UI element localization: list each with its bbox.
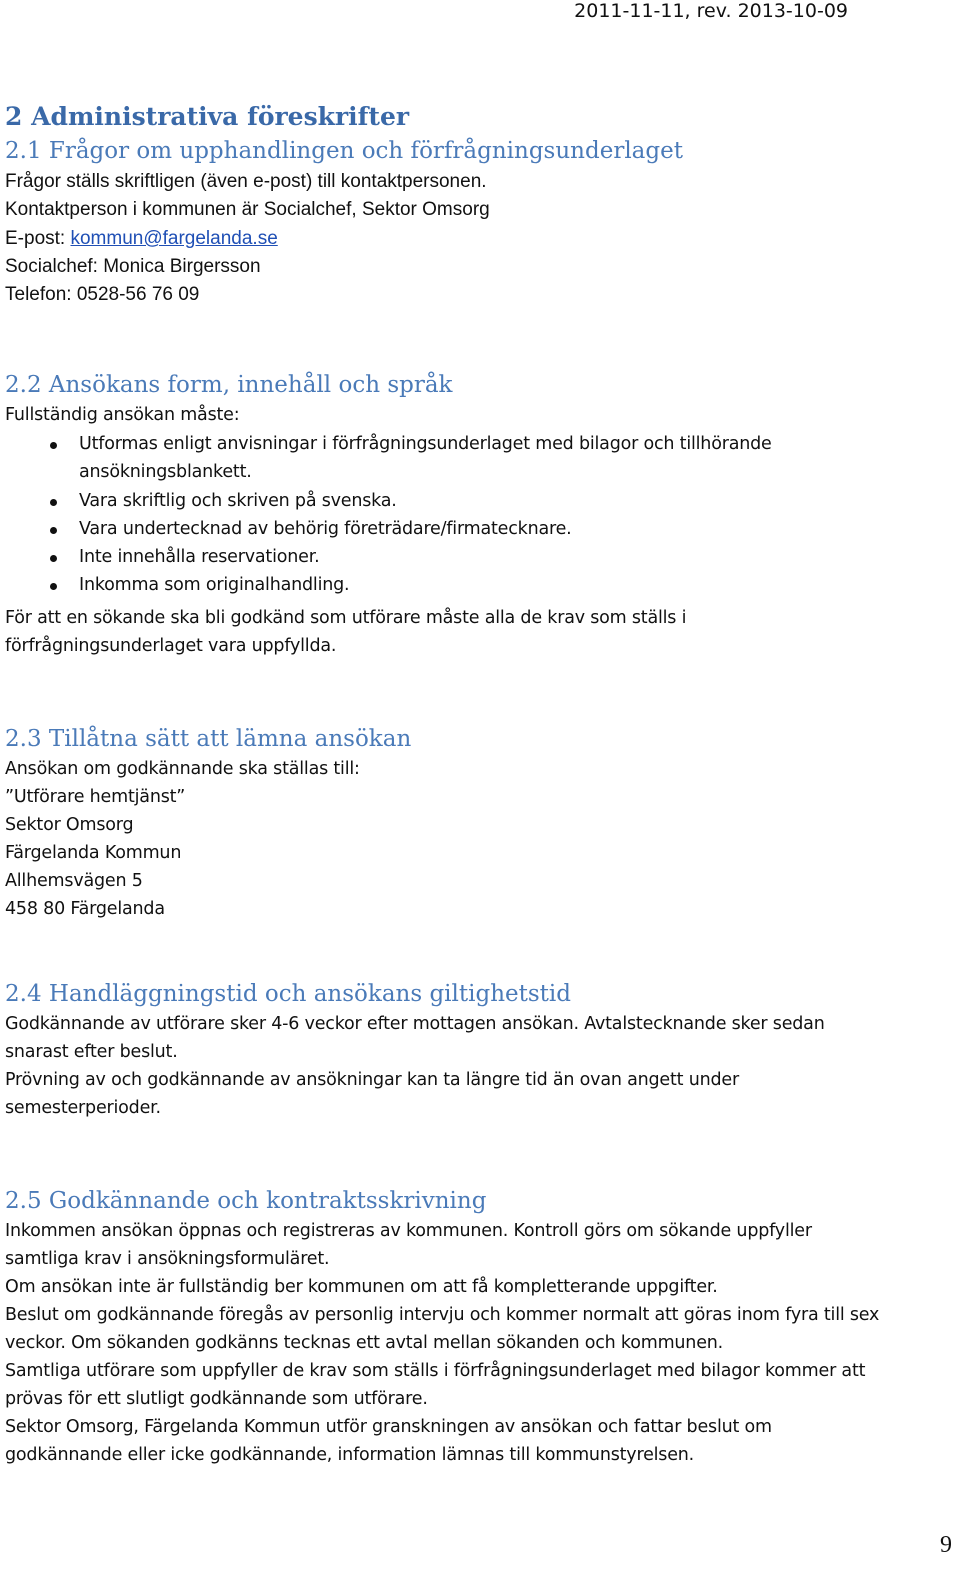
email-label: E-post: bbox=[5, 228, 71, 249]
text-line: Socialchef: Monica Birgersson bbox=[5, 256, 261, 277]
section-2-5-heading: 2.5 Godkännande och kontraktsskrivning bbox=[5, 1188, 487, 1214]
text-line: Beslut om godkännande föregås av personlig intervju och kommer normalt att göras inom fyra till sex bbox=[5, 1305, 880, 1325]
text-line: Prövning av och godkännande av ansökningar kan ta längre tid än ovan angett under bbox=[5, 1070, 739, 1090]
text-line: Samtliga utförare som uppfyller de krav som ställs i förfrågningsunderlaget med bilagor kommer att bbox=[5, 1361, 866, 1381]
text-line: Sektor Omsorg bbox=[5, 815, 134, 835]
section-2-2-heading: 2.2 Ansökans form, innehåll och språk bbox=[5, 372, 453, 398]
text-line: Ansökan om godkännande ska ställas till: bbox=[5, 759, 360, 779]
revision-date: 2011-11-11, rev. 2013-10-09 bbox=[574, 0, 848, 22]
list-item-continuation: ansökningsblankett. bbox=[79, 462, 252, 482]
bullet-icon bbox=[50, 442, 57, 449]
text-line: Inkommen ansökan öppnas och registreras av kommunen. Kontroll görs om sökande uppfyller bbox=[5, 1221, 812, 1241]
text-line: veckor. Om sökanden godkänns tecknas ett avtal mellan sökanden och kommunen. bbox=[5, 1333, 724, 1353]
bullet-icon bbox=[50, 583, 57, 590]
text-line: 458 80 Färgelanda bbox=[5, 899, 165, 919]
text-line: semesterperioder. bbox=[5, 1098, 161, 1118]
list-item: Vara skriftlig och skriven på svenska. bbox=[79, 491, 397, 511]
text-line: prövas för ett slutligt godkännande som utförare. bbox=[5, 1389, 428, 1409]
text-line: Kontaktperson i kommunen är Socialchef, Sektor Omsorg bbox=[5, 199, 490, 220]
text-line: Färgelanda Kommun bbox=[5, 843, 182, 863]
text-line: Om ansökan inte är fullständig ber kommunen om att få kompletterande uppgifter. bbox=[5, 1277, 718, 1297]
section-2-heading: 2 Administrativa föreskrifter bbox=[5, 102, 410, 131]
list-item: Inte innehålla reservationer. bbox=[79, 547, 320, 567]
text-line: förfrågningsunderlaget vara uppfyllda. bbox=[5, 636, 337, 656]
email-link[interactable]: kommun@fargelanda.se bbox=[70, 228, 278, 249]
list-item: Utformas enligt anvisningar i förfrågningsunderlaget med bilagor och tillhörande bbox=[79, 434, 772, 454]
text-line: Godkännande av utförare sker 4-6 veckor efter mottagen ansökan. Avtalstecknande sker sedan bbox=[5, 1014, 825, 1034]
section-2-4-heading: 2.4 Handläggningstid och ansökans giltighetstid bbox=[5, 981, 572, 1007]
bullet-icon bbox=[50, 499, 57, 506]
bullet-icon bbox=[50, 555, 57, 562]
text-line: ”Utförare hemtjänst” bbox=[5, 787, 186, 807]
text-line: Sektor Omsorg, Färgelanda Kommun utför granskningen av ansökan och fattar beslut om bbox=[5, 1417, 772, 1437]
list-item: Inkomma som originalhandling. bbox=[79, 575, 350, 595]
page-number: 9 bbox=[940, 1532, 952, 1558]
section-2-3-heading: 2.3 Tillåtna sätt att lämna ansökan bbox=[5, 726, 412, 752]
text-line: För att en sökande ska bli godkänd som utförare måste alla de krav som ställs i bbox=[5, 608, 687, 628]
list-item: Vara undertecknad av behörig företrädare/firmatecknare. bbox=[79, 519, 572, 539]
text-line: samtliga krav i ansökningsformuläret. bbox=[5, 1249, 330, 1269]
email-line bbox=[5, 228, 278, 250]
bullet-icon bbox=[50, 527, 57, 534]
text-line: snarast efter beslut. bbox=[5, 1042, 178, 1062]
section-2-1-heading: 2.1 Frågor om upphandlingen och förfrågningsunderlaget bbox=[5, 138, 683, 164]
text-line: Frågor ställs skriftligen (även e-post) till kontaktpersonen. bbox=[5, 171, 487, 192]
text-line: Telefon: 0528-56 76 09 bbox=[5, 284, 200, 305]
text-line: godkännande eller icke godkännande, information lämnas till kommunstyrelsen. bbox=[5, 1445, 695, 1465]
text-line: Fullständig ansökan måste: bbox=[5, 405, 240, 425]
text-line: Allhemsvägen 5 bbox=[5, 871, 143, 891]
